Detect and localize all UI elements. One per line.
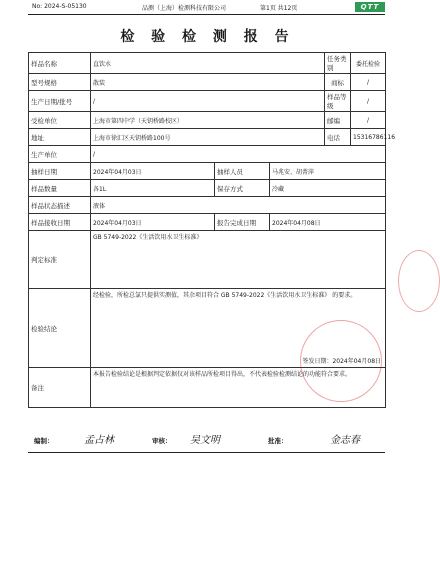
prepared-label: 编制： bbox=[34, 437, 54, 445]
report-number: No: 2024-S-05130 bbox=[32, 3, 87, 10]
model-value: 散装 bbox=[91, 74, 325, 91]
approved-label: 批准： bbox=[268, 437, 288, 445]
address-label: 地址 bbox=[29, 129, 91, 146]
company-logo: QTT bbox=[355, 2, 385, 12]
client-label: 受检单位 bbox=[29, 112, 91, 129]
page-indicator: 第1页 共12页 bbox=[260, 5, 298, 12]
sampler-label: 抽样人员 bbox=[215, 163, 270, 180]
date-batch-label: 生产日期/批号 bbox=[29, 91, 91, 112]
conclusion-text: 经检验，所检总氯只提供实测值，其余项目符合 GB 5749-2022《生活饮用水卫生标准》 的要求。 bbox=[93, 292, 357, 299]
reviewed-signature: 吴文明 bbox=[190, 435, 220, 446]
address-value: 上海市徐汇区天钥桥路100号 bbox=[91, 129, 325, 146]
phone-label: 电话 bbox=[325, 129, 351, 146]
producer-value: / bbox=[91, 146, 386, 163]
producer-label: 生产单位 bbox=[29, 146, 91, 163]
sampler-value: 马兆安、胡菁萍 bbox=[270, 163, 386, 180]
report-title: 检 验 检 测 报 告 bbox=[120, 29, 295, 45]
receive-date-label: 样品接收日期 bbox=[29, 214, 91, 231]
conclusion-label: 检验结论 bbox=[29, 289, 91, 368]
complete-date-value: 2024年04月08日 bbox=[270, 214, 386, 231]
issue-date: 签发日期：2024年04月08日 bbox=[302, 358, 382, 365]
page-header bbox=[0, 0, 415, 14]
date-batch-value: / bbox=[91, 91, 325, 112]
state-label: 样品状态描述 bbox=[29, 197, 91, 214]
reviewed-label: 审核： bbox=[152, 437, 172, 445]
sampling-date-value: 2024年04月03日 bbox=[91, 163, 215, 180]
phone-value: 15316786116 bbox=[351, 129, 386, 146]
client-value: 上海市第四中学（天钥桥路校区） bbox=[91, 112, 325, 129]
quantity-value: 各1L bbox=[91, 180, 215, 197]
sample-name-value: 直饮水 bbox=[91, 53, 325, 74]
grade-label: 样品等级 bbox=[325, 91, 351, 112]
receive-date-value: 2024年04月03日 bbox=[91, 214, 215, 231]
seal-stamp-edge bbox=[398, 250, 440, 312]
remark-label: 备注 bbox=[29, 368, 91, 408]
postcode-label: 邮编 bbox=[325, 112, 351, 129]
postcode-value: / bbox=[351, 112, 386, 129]
header-divider bbox=[28, 14, 385, 15]
state-value: 液体 bbox=[91, 197, 386, 214]
task-type-value: 委托检验 bbox=[351, 53, 386, 74]
report-table bbox=[28, 52, 396, 408]
model-label: 型号规格 bbox=[29, 74, 91, 91]
storage-label: 保存方式 bbox=[215, 180, 270, 197]
standard-value: GB 5749-2022《生活饮用水卫生标准》 bbox=[91, 231, 386, 289]
brand-value: / bbox=[351, 74, 386, 91]
storage-value: 冷藏 bbox=[270, 180, 386, 197]
complete-date-label: 报告完成日期 bbox=[215, 214, 270, 231]
sampling-date-label: 抽样日期 bbox=[29, 163, 91, 180]
grade-value: / bbox=[351, 91, 386, 112]
approved-signature: 金志春 bbox=[330, 435, 360, 446]
prepared-signature: 孟占林 bbox=[84, 435, 114, 446]
brand-label: 商标 bbox=[325, 74, 351, 91]
conclusion-cell bbox=[91, 289, 386, 368]
remark-value: 本报告检验结论是根据判定依据仅对该样品所检项目得出，不代表检验检测结论的功能符合要求。 bbox=[91, 368, 386, 408]
task-type-label: 任务类别 bbox=[325, 53, 351, 74]
footer-divider bbox=[28, 452, 385, 453]
standard-label: 判定标准 bbox=[29, 231, 91, 289]
company-name: 品测（上海）检测科技有限公司 bbox=[142, 5, 227, 12]
sample-name-label: 样品名称 bbox=[29, 53, 91, 74]
quantity-label: 样品数量 bbox=[29, 180, 91, 197]
